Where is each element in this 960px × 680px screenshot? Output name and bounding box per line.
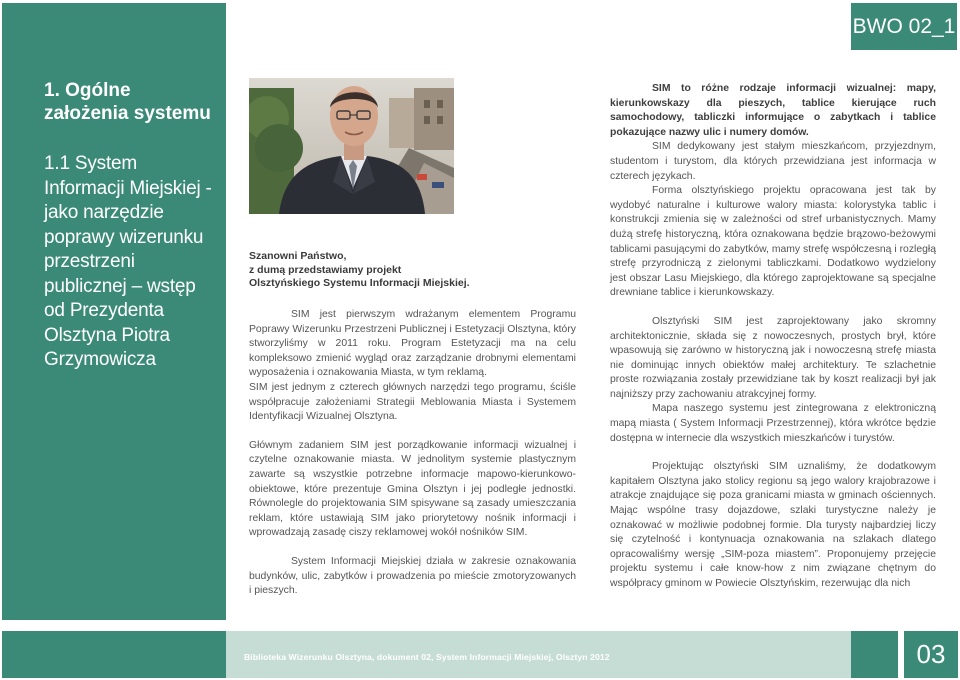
mayor-portrait-photo [249,78,454,214]
paragraph: SIM dedykowany jest stałym mieszkańcom, przyjezdnym, studentom i turystom, dla których przewidziana jest informacja w czterech językach. [610,141,936,182]
portrait-illustration [249,78,454,214]
paragraph: Mapa naszego systemu jest zintegrowana z elektroniczną mapą miasta ( System Informacji Przestrzennej), która wkrótce będzie dostępna w internecie dla wszystkich mieszkańców i turystów. [610,403,936,444]
paragraph: SIM jest pierwszym wdrażanym elementem Programu Poprawy Wizerunku Przestrzeni Publicznej i Estetyzacji Olsztyna, który stworzyliśmy w 2011 roku. Program Estetyzacji ma na celu kompleksowo zmienić wygląd oraz zarządzanie drobnymi elementami wyposażenia i oznakowania Miasta, w tym reklamą. [249,309,576,379]
paragraph: Projektując olsztyński SIM uznaliśmy, że dodatkowym kapitałem Olsztyna jako stolicy regionu są jego walory krajobrazowe i atrakcje znajdujące się poza granicami miasta w gminach ościennych. Mając wspólne trasy dojazdowe, szlaki turystyczne należy je oznakować w możliwie podobnej formie. Dla turysty najbardziej liczy się czytelność i kontynuacja oznakowania na szlakach dlatego opracowaliśmy wersję „SIM-poza miastem”. Proponujemy przejęcie projektu systemu i całe know-how z nim związane chętnym do współpracy gminom w Powiecie Olsztyńskim, rezerwując dla nich [610,461,936,589]
page-number: 03 [904,631,958,678]
document-code-badge: BWO 02_1 [851,3,957,50]
subsection-title: 1.1 System Informacji Miejskiej - jako narzędzie poprawy wizerunku przestrzeni publicznej – wstęp od Prezydenta Olsztyna Piotra Grzymowicza [44,153,212,370]
greeting-line: z dumą przedstawiamy projekt [249,263,402,276]
paragraph-lead: SIM to różne rodzaje informacji wizualnej: mapy, kierunkowskazy dla pieszych, tablice kierujące ruch samochodowy, tabliczki informujące o zabytkach i tablice pokazujące nazwy ulic i numery domów. [610,83,936,138]
paragraph: System Informacji Miejskiej działa w zakresie oznakowania budynków, ulic, zabytków i prowadzenia po mieście zmotoryzowanych i pieszych. [249,555,576,597]
section-sidebar [2,3,226,620]
middle-text-column [249,308,576,599]
greeting-block [249,250,579,291]
paragraph: SIM jest jednym z czterech głównych narzędzi tego programu, ściśle współpracuje założeniami Strategii Meblowania Miasta i Systemem Identyfikacji Wizualnej Olsztyna. [249,381,576,423]
paragraph: Olsztyński SIM jest zaprojektowany jako skromny architektonicznie, składa się z nowoczesnych, prostych brył, które wpasowują się zarówno w historyczną jak i nowoczesną strefę miasta nie dominując innych obiektów małej architektury. Te szlachetnie proste rozwiązania zostały przewidziane tak by koszt realizacji był jak najniższy przy zachowaniu atrakcyjnej formy. [610,315,936,400]
footer-citation: Biblioteka Wizerunku Olsztyna, dokument 02, System Informacji Miejskiej, Olsztyn 2012 [244,652,610,662]
paragraph: Forma olsztyńskiego projektu opracowana jest tak by wydobyć naturalne i kulturowe walory miasta: kolorystyka tablic i konstrukcji zmienia się w zależności od stref urbanistycznych. Mamy dużą strefę historyczną, która oznakowana będzie brązowo-beżowymi tablicami pasującymi do zabytków, mamy strefę współczesną i rozległą strefę przyrodniczą z zielonymi tabliczkami. Dodatkowo wydzielony jest obszar Lasu Miejskiego, dla którego zaprojektowane są specjalne drewniane tablice i kierunkowskazy. [610,185,936,299]
paragraph: Głównym zadaniem SIM jest porządkowanie informacji wizualnej i czytelne oznakowanie miasta. W jednolitym systemie plastycznym zawarte są wszystkie potrzebne informacje mapowo-kierunkowo-obiektowe, które prezentuje Gmina Olsztyn i jej podległe jednostki. Równolegle do projektowania SIM spisywane są zasady umieszczania reklam, które ustawiają SIM jako priorytetowy nośnik informacji i wprowadzają zasadę ciszy reklamowej wokół nośników SIM. [249,439,576,539]
section-title: 1. Ogólne założenia systemu [44,80,211,124]
right-text-column [610,82,936,592]
greeting-line: Olsztyńskiego Systemu Informacji Miejskiej. [249,277,470,289]
greeting-salutation: Szanowni Państwo, [249,250,347,262]
